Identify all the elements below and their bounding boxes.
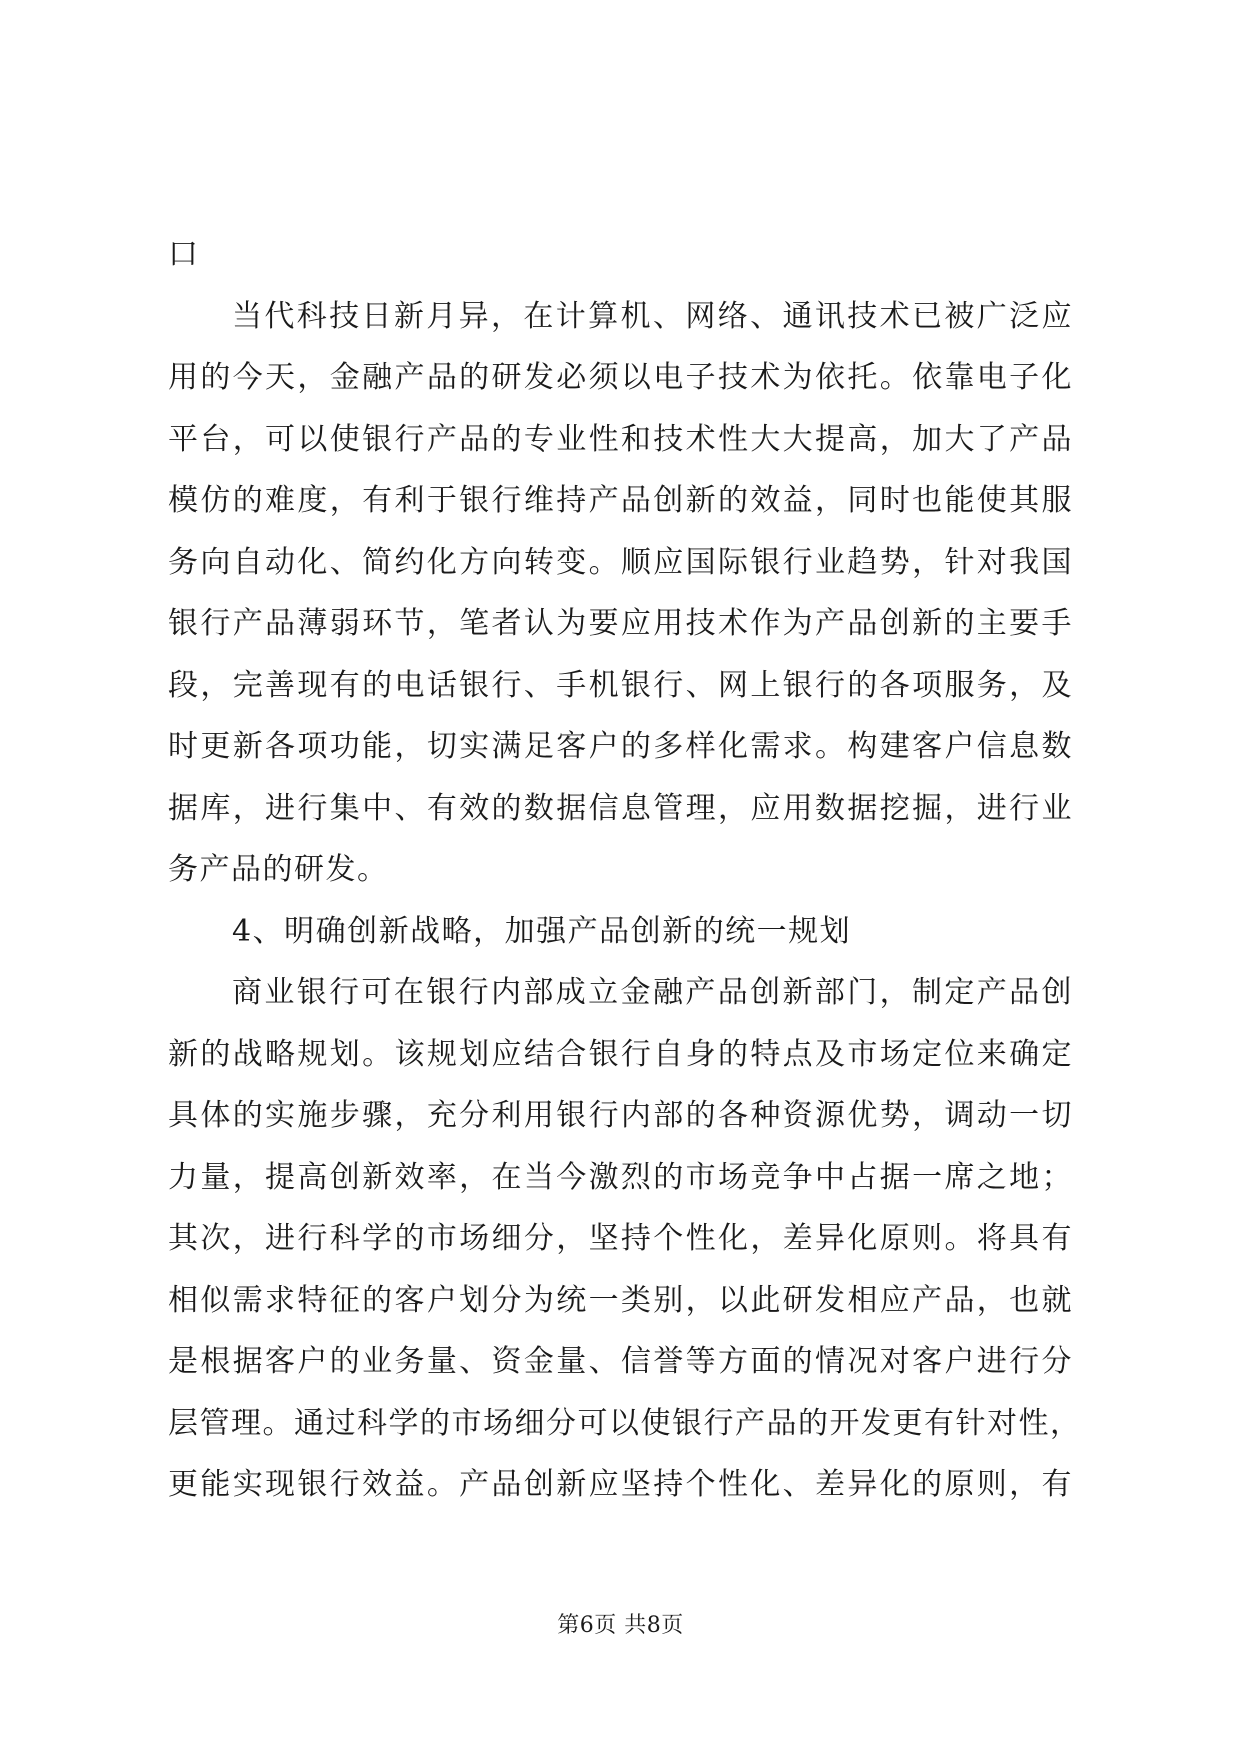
text-line: 段，完善现有的电话银行、手机银行、网上银行的各项服务，及 bbox=[168, 667, 1073, 703]
text-line: 更能实现银行效益。产品创新应坚持个性化、差异化的原则，有 bbox=[168, 1467, 1073, 1502]
text-line: 模仿的难度，有利于银行维持产品创新的效益，同时也能使其服 bbox=[168, 483, 1073, 518]
text-line: 新的战略规划。该规划应结合银行自身的特点及市场定位来确定 bbox=[168, 1036, 1073, 1072]
text-line: 务产品的研发。 bbox=[168, 852, 389, 887]
text-line: 具体的实施步骤，充分利用银行内部的各种资源优势，调动一切 bbox=[168, 1098, 1073, 1133]
section-heading: 4、明确创新战略，加强产品创新的统一规划 bbox=[232, 913, 852, 949]
text-line: 当代科技日新月异，在计算机、网络、通讯技术已被广泛应 bbox=[232, 298, 1073, 334]
text-line: 力量，提高创新效率，在当今激烈的市场竞争中占据一席之地； bbox=[168, 1159, 1073, 1195]
text-line: 层管理。通过科学的市场细分可以使银行产品的开发更有针对性， bbox=[168, 1405, 1082, 1441]
text-line: 商业银行可在银行内部成立金融产品创新部门，制定产品创 bbox=[232, 975, 1073, 1010]
text-line: 务向自动化、简约化方向转变。顺应国际银行业趋势，针对我国 bbox=[168, 544, 1073, 580]
body-text bbox=[168, 224, 1082, 1516]
text-line: 据库，进行集中、有效的数据信息管理，应用数据挖掘，进行业 bbox=[168, 790, 1073, 826]
text-line: 相似需求特征的客户划分为统一类别，以此研发相应产品，也就 bbox=[168, 1282, 1073, 1318]
page-footer: 第6页 共8页 bbox=[557, 1613, 684, 1638]
text-line: 银行产品薄弱环节，笔者认为要应用技术作为产品创新的主要手 bbox=[168, 606, 1073, 641]
text-line: 用的今天，金融产品的研发必须以电子技术为依托。依靠电子化 bbox=[168, 360, 1073, 395]
text-line: 口 bbox=[168, 237, 200, 272]
text-line: 是根据客户的业务量、资金量、信誉等方面的情况对客户进行分 bbox=[168, 1344, 1073, 1379]
text-line: 时更新各项功能，切实满足客户的多样化需求。构建客户信息数 bbox=[168, 729, 1073, 764]
text-line: 其次，进行科学的市场细分，坚持个性化，差异化原则。将具有 bbox=[168, 1221, 1073, 1256]
text-line: 平台，可以使银行产品的专业性和技术性大大提高，加大了产品 bbox=[168, 421, 1073, 457]
